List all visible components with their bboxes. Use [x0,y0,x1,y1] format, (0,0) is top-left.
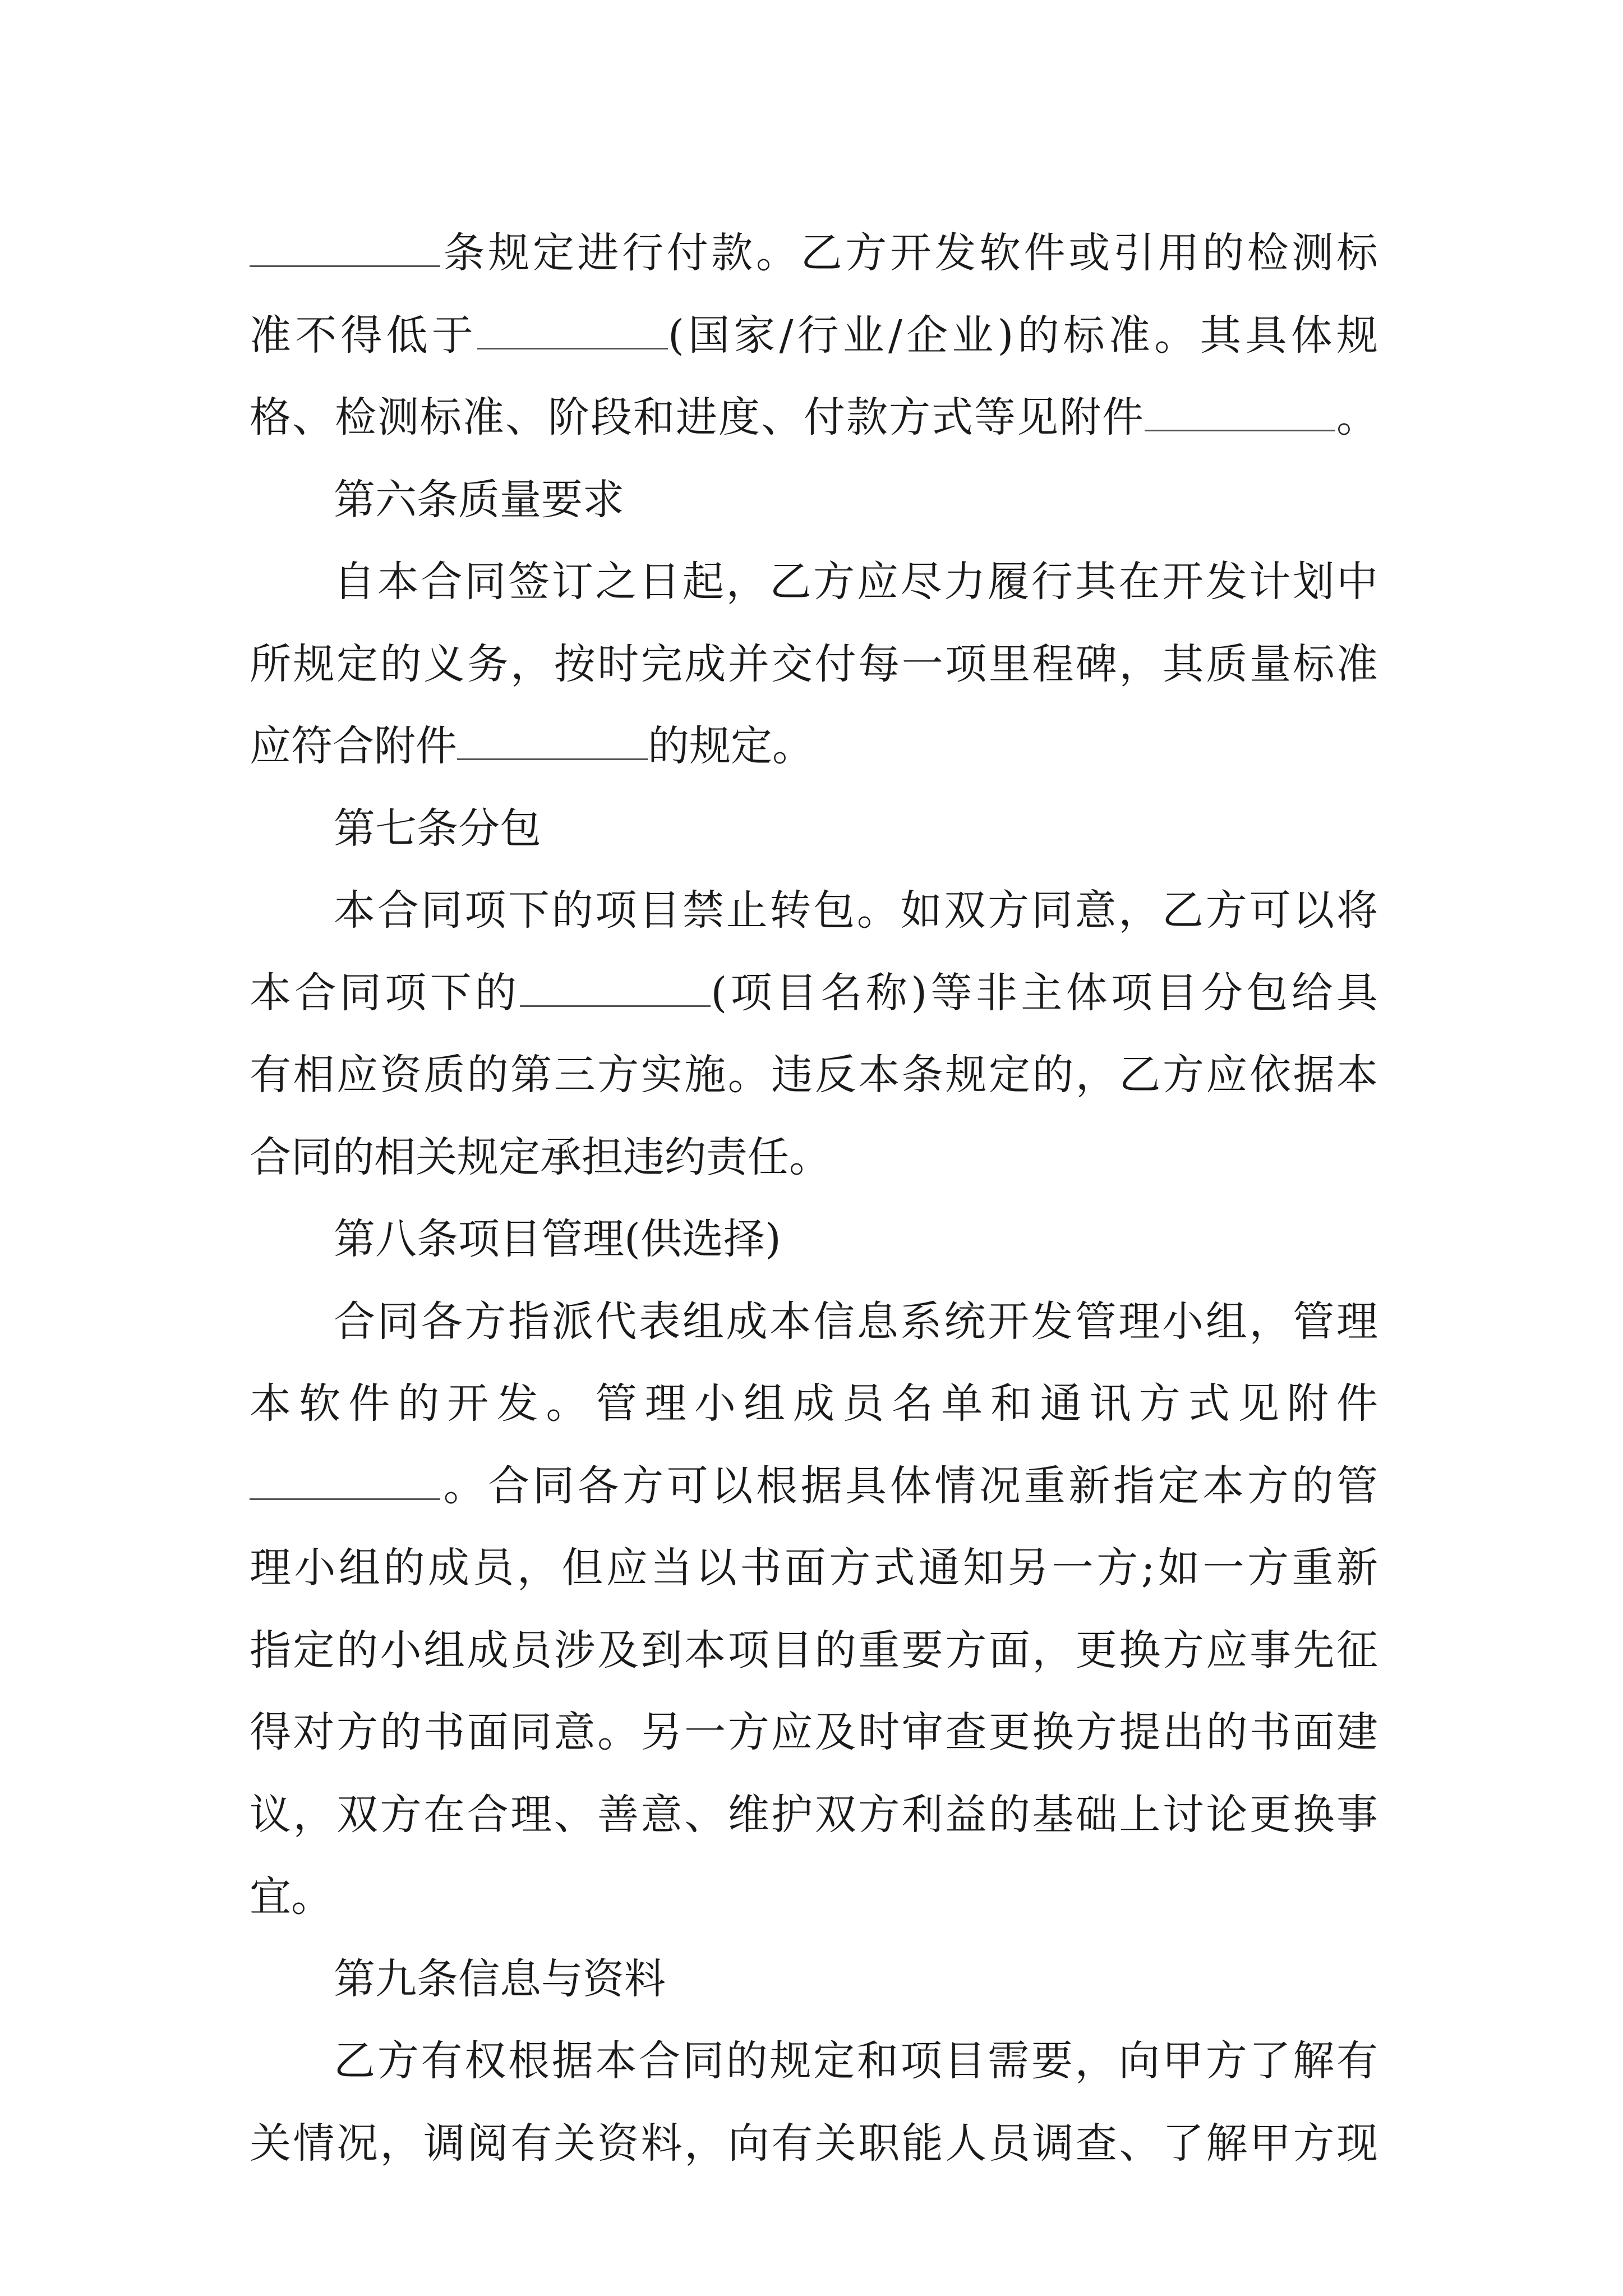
paragraph-line: 关情况，调阅有关资料，向有关职能人员调查、了解甲方现 [250,2119,1378,2168]
paragraph-line: 理小组的成员，但应当以书面方式通知另一方;如一方重新 [250,1544,1378,1592]
fill-blank [1145,397,1335,431]
paragraph-line: 。合同各方可以根据具体情况重新指定本方的管 [250,1445,1378,1527]
section-heading: 第八条项目管理(供选择) [334,1215,781,1263]
paragraph-line: 指定的小组成员涉及到本项目的重要方面，更换方应事先征 [250,1626,1378,1674]
paragraph-line: 合同各方指派代表组成本信息系统开发管理小组，管理 [334,1297,1378,1346]
paragraph-line: 乙方有权根据本合同的规定和项目需要，向甲方了解有 [334,2037,1378,2085]
section-heading: 第九条信息与资料 [334,1954,666,2003]
fill-blank [250,233,440,267]
paragraph-line: 宜。 [250,1872,333,1921]
paragraph-line: 议，双方在合理、善意、维护双方利益的基础上讨论更换事 [250,1790,1378,1839]
paragraph-line: 应符合附件 的规定。 [250,722,814,770]
paragraph-line: 本合同项下的项目禁止转包。如双方同意，乙方可以将 [334,886,1378,935]
fill-blank [520,973,711,1007]
paragraph-line: 本软件的开发。管理小组成员名单和通讯方式见附件 [250,1379,1378,1428]
paragraph-line: 自本合同签订之日起，乙方应尽力履行其在开发计划中 [334,558,1378,606]
paragraph-line: 本合同项下的 (项目名称)等非主体项目分包给具 [250,968,1378,1017]
paragraph-line: 条规定进行付款。乙方开发软件或引用的检测标 [250,212,1378,295]
paragraph-line: 格、检测标准、阶段和进度、付款方式等见附件 。 [250,393,1378,441]
fill-blank [457,726,648,760]
paragraph-line: 合同的相关规定承担违约责任。 [250,1133,831,1181]
section-heading: 第七条分包 [334,804,541,853]
fill-blank [250,1466,440,1500]
paragraph-line: 有相应资质的第三方实施。违反本条规定的，乙方应依据本 [250,1051,1378,1099]
document-body [250,212,1378,2184]
paragraph-line: 所规定的义务，按时完成并交付每一项里程碑，其质量标准 [250,639,1378,688]
paragraph-line: 得对方的书面同意。另一方应及时审查更换方提出的书面建 [250,1708,1378,1756]
section-heading: 第六条质量要求 [334,475,624,524]
fill-blank [477,315,668,349]
paragraph-line: 准不得低于 (国家/行业/企业)的标准。其具体规 [250,311,1378,360]
